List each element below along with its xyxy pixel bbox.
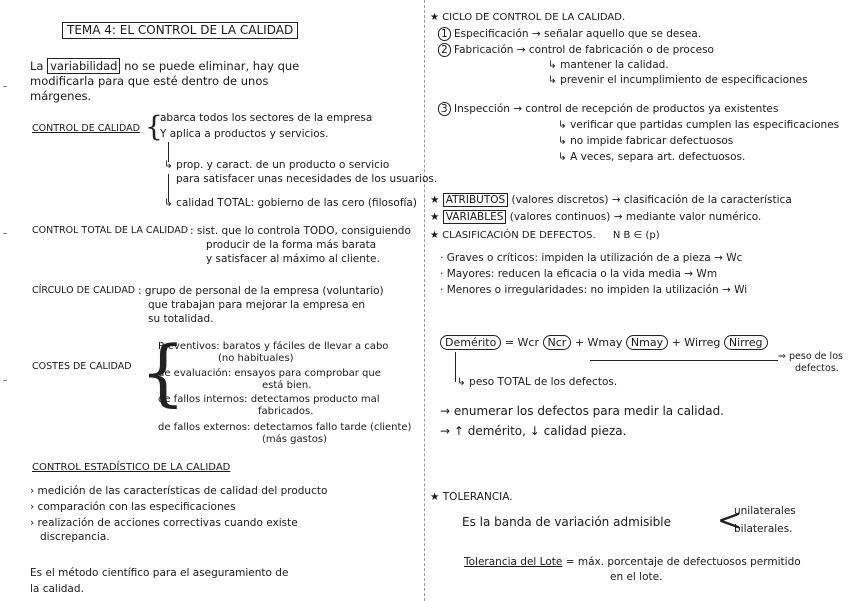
ciclo-step-3-sub-1: ↳ verificar que partidas cumplen las especificaciones: [558, 119, 840, 131]
circulo-line-1: : grupo de personal de la empresa (voluntario): [138, 285, 384, 297]
ciclo-step-3-sub-3: ↳ A veces, separa art. defectuosos.: [558, 151, 746, 163]
control-calidad-sub-1b: para satisfacer unas necesidades de los usuarios.: [176, 173, 438, 185]
ciclo-step-1: [438, 29, 701, 41]
atributos-box: ATRIBUTOS: [443, 193, 508, 207]
nirreg-box: Nirreg: [724, 335, 768, 350]
estadistico-closing-1: Es el método científico para el aseguramiento de: [30, 567, 289, 579]
clasificacion-heading: ★ CLASIFICACIÓN DE DEFECTOS. N B ∈ (p): [430, 230, 660, 241]
sub-text: no impide fabricar defectuosos: [570, 135, 734, 147]
page-divider: [424, 0, 425, 601]
circulo-line-3: su totalidad.: [148, 313, 214, 325]
page-title: TEMA 4: EL CONTROL DE LA CALIDAD: [62, 22, 298, 39]
atributos-line: ★ ATRIBUTOS (valores discretos) → clasificación de la característica: [430, 194, 792, 206]
control-total-line-2: producir de la forma más barata: [206, 239, 377, 251]
ncr-box: Ncr: [543, 335, 572, 350]
ciclo-heading: ★ CICLO DE CONTROL DE LA CALIDAD.: [430, 12, 626, 23]
control-total-line-1: : sist. que lo controla TODO, consiguiendo: [190, 225, 411, 237]
ciclo-step-2: [438, 45, 714, 57]
step-text: Fabricación → control de fabricación o de proceso: [454, 44, 714, 56]
intro-post: no se puede eliminar, hay que: [124, 59, 300, 73]
arrow-icon: ↳: [164, 159, 173, 171]
brace-icon: {: [140, 330, 186, 414]
tolerancia-heading: ★ TOLERANCIA.: [430, 491, 513, 503]
estadistico-closing-2: la calidad.: [30, 583, 84, 595]
ciclo-heading-text: CICLO DE CONTROL DE LA CALIDAD.: [442, 12, 626, 23]
costes-fext-2: (más gastos): [262, 434, 327, 445]
sub-text: mantener la calidad.: [560, 59, 669, 71]
clasificacion-bullet-2: · Mayores: reducen la eficacia o la vida media → Wm: [440, 268, 718, 280]
demerito-box: Demérito: [440, 335, 501, 350]
costes-fext-1: de fallos externos: detectamos fallo tarde (cliente): [158, 422, 412, 433]
costes-eval-1: de evaluación: ensayos para comprobar que: [158, 368, 381, 379]
clasificacion-bullet-3: · Menores o irregularidades: no impiden la utilización → Wi: [440, 284, 748, 296]
tolerancia-heading-text: TOLERANCIA.: [442, 491, 513, 503]
tolerancia-lote-text: = máx. porcentaje de defectuosos permitido: [565, 556, 801, 568]
sub2-text: calidad TOTAL: gobierno de las cero (filosofía): [176, 197, 417, 209]
brace-icon: {: [145, 110, 163, 143]
control-calidad-line-2: Y aplica a productos y servicios.: [160, 128, 329, 140]
control-calidad-line-1: abarca todos los sectores de la empresa: [160, 112, 373, 124]
costes-fint-2: fabricados.: [258, 406, 314, 417]
bullet-text: comparación con las especificaciones: [37, 501, 236, 513]
control-calidad-sub-2: [164, 198, 417, 210]
variables-box: VARIABLES: [443, 210, 507, 224]
intro-line-2: modificarla para que esté dentro de unos: [30, 74, 269, 88]
sub-text: verificar que partidas cumplen las especificaciones: [570, 119, 840, 131]
sub1-line1: prop. y caract. de un producto o servicio: [176, 159, 390, 171]
tolerancia-lote-label: Tolerancia del Lote: [464, 556, 563, 568]
intro-pre: La: [30, 59, 44, 73]
brace-icon: <: [717, 503, 743, 538]
variables-line: ★ VARIABLES (valores continuos) → mediante valor numérico.: [430, 211, 762, 223]
demerito-result-1: → enumerar los defectos para medir la calidad.: [440, 404, 724, 418]
estadistico-bullet-3b: discrepancia.: [40, 531, 110, 543]
peso-total: ↳ peso TOTAL de los defectos.: [457, 376, 618, 388]
formula-eq: = Wcr: [504, 336, 540, 349]
control-calidad-sub-1: [164, 160, 389, 172]
control-calidad-label: CONTROL DE CALIDAD: [32, 123, 140, 134]
margin-tick: [3, 380, 7, 381]
estadistico-bullet-3: › realización de acciones correctivas cuando existe: [30, 517, 298, 529]
variables-text: (valores continuos) → mediante valor numérico.: [509, 211, 762, 223]
bullet-text: Mayores: reducen la eficacia o la vida media → Wm: [446, 268, 718, 280]
peso-total-text: peso TOTAL de los defectos.: [469, 376, 618, 388]
ciclo-step-3-sub-2: ↳ no impide fabricar defectuosos: [558, 135, 734, 147]
sub-text: A veces, separa art. defectuosos.: [570, 151, 746, 163]
clasificacion-heading-text: CLASIFICACIÓN DE DEFECTOS.: [442, 230, 596, 241]
control-total-label: CONTROL TOTAL DE LA CALIDAD: [32, 225, 189, 236]
nmay-box: Nmay: [626, 335, 668, 350]
ciclo-step-2-sub-2: ↳ prevenir el incumplimiento de especificaciones: [548, 74, 808, 86]
step-text: Especificación → señalar aquello que se desea.: [454, 28, 702, 40]
tolerancia-text: Es la banda de variación admisible: [462, 515, 672, 529]
costes-prev-2: (no habituales): [218, 353, 294, 364]
margin-tick: [3, 233, 7, 234]
estadistico-label: CONTROL ESTADÍSTICO DE LA CALIDAD: [32, 462, 231, 473]
step-number: 3: [438, 102, 451, 116]
tolerancia-lote-2: en el lote.: [610, 571, 663, 583]
atributos-text: (valores discretos) → clasificación de la característica: [511, 194, 792, 206]
tolerancia-opt-2: bilaterales.: [734, 523, 793, 535]
circulo-line-2: que trabajan para mejorar la empresa en: [148, 299, 365, 311]
control-total-line-3: y satisfacer al máximo al cliente.: [206, 253, 380, 265]
demerito-result-2: → ↑ demérito, ↓ calidad pieza.: [440, 424, 627, 438]
step-number: 2: [438, 43, 451, 57]
estadistico-bullet-2: › comparación con las especificaciones: [30, 501, 236, 513]
step-text: Inspección → control de recepción de productos ya existentes: [454, 103, 779, 115]
formula-wirreg: + Wirreg: [671, 336, 721, 349]
connector-line: [455, 352, 456, 382]
ciclo-step-2-sub-1: ↳ mantener la calidad.: [548, 59, 669, 71]
connector-line: [590, 360, 778, 361]
sub-text: prevenir el incumplimiento de especificaciones: [560, 74, 808, 86]
variabilidad-box: variabilidad: [47, 58, 120, 74]
arrow-icon: ↳: [164, 197, 173, 209]
tolerancia-opt-1: unilaterales: [734, 505, 796, 517]
costes-fint-1: de fallos internos: detectamos producto mal: [158, 394, 380, 405]
costes-eval-2: está bien.: [262, 380, 312, 391]
peso-label-1: ⇒ peso de los: [778, 351, 843, 362]
tolerancia-lote: [464, 557, 801, 569]
formula-hint: N B ∈ (p): [612, 230, 660, 241]
circulo-label: CÍRCULO DE CALIDAD: [32, 285, 136, 296]
peso-label-text: peso de los: [789, 351, 843, 362]
costes-label: COSTES DE CALIDAD: [32, 361, 132, 372]
estadistico-bullet-1: › medición de las características de calidad del producto: [30, 485, 328, 497]
step-number: 1: [438, 27, 451, 41]
demerito-formula: [440, 337, 768, 349]
formula-wmay: + Wmay: [574, 336, 623, 349]
bullet-text: medición de las características de calidad del producto: [37, 485, 328, 497]
intro-line-3: márgenes.: [30, 89, 92, 103]
intro-line-1: [30, 60, 299, 73]
bullet-text: Menores o irregularidades: no impiden la utilización → Wi: [446, 284, 748, 296]
peso-label-2: defectos.: [795, 363, 839, 374]
ciclo-step-3: [438, 104, 778, 116]
costes-prev-1: Preventivos: baratos y fáciles de llevar a cabo: [158, 341, 389, 352]
margin-tick: [3, 86, 7, 87]
bullet-text: Graves o críticos: impiden la utilización de a pieza → Wc: [446, 252, 743, 264]
bullet-text: realización de acciones correctivas cuando existe: [37, 517, 298, 529]
clasificacion-bullet-1: · Graves o críticos: impiden la utilización de a pieza → Wc: [440, 252, 743, 264]
